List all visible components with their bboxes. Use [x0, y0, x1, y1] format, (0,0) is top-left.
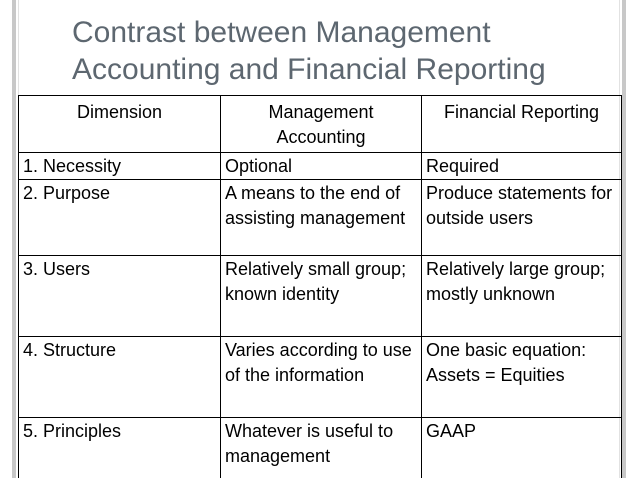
- header-dimension: Dimension: [19, 96, 221, 153]
- cell-dimension: 2. Purpose: [19, 180, 221, 256]
- header-management-accounting: Management Accounting: [221, 96, 422, 153]
- cell-dimension: 1. Necessity: [19, 153, 221, 180]
- cell-financial-reporting: GAAP: [422, 418, 622, 478]
- table-row-necessity: [19, 153, 622, 180]
- cell-dimension: 5. Principles: [19, 418, 221, 478]
- left-border-decoration: [12, 0, 16, 478]
- cell-financial-reporting: Required: [422, 153, 622, 180]
- right-border-decoration: [622, 0, 626, 478]
- cell-management-accounting: Optional: [221, 153, 422, 180]
- slide-title-line-2: Accounting and Financial Reporting: [72, 53, 546, 86]
- cell-financial-reporting: One basic equation: Assets = Equities: [422, 337, 622, 418]
- cell-financial-reporting: Relatively large group; mostly unknown: [422, 256, 622, 337]
- table-row-structure: [19, 337, 622, 418]
- table-row-principles: [19, 418, 622, 478]
- cell-dimension: 4. Structure: [19, 337, 221, 418]
- cell-management-accounting: A means to the end of assisting management: [221, 180, 422, 256]
- cell-financial-reporting: Produce statements for outside users: [422, 180, 622, 256]
- cell-management-accounting: Relatively small group; known identity: [221, 256, 422, 337]
- slide-title-line-1: Contrast between Management: [72, 16, 491, 49]
- table-header-row: [19, 96, 622, 153]
- comparison-table: [18, 95, 622, 478]
- cell-management-accounting: Whatever is useful to management: [221, 418, 422, 478]
- cell-management-accounting: Varies according to use of the information: [221, 337, 422, 418]
- slide-title: [72, 14, 612, 88]
- table-row-purpose: [19, 180, 622, 256]
- table-row-users: [19, 256, 622, 337]
- header-financial-reporting: Financial Reporting: [422, 96, 622, 153]
- cell-dimension: 3. Users: [19, 256, 221, 337]
